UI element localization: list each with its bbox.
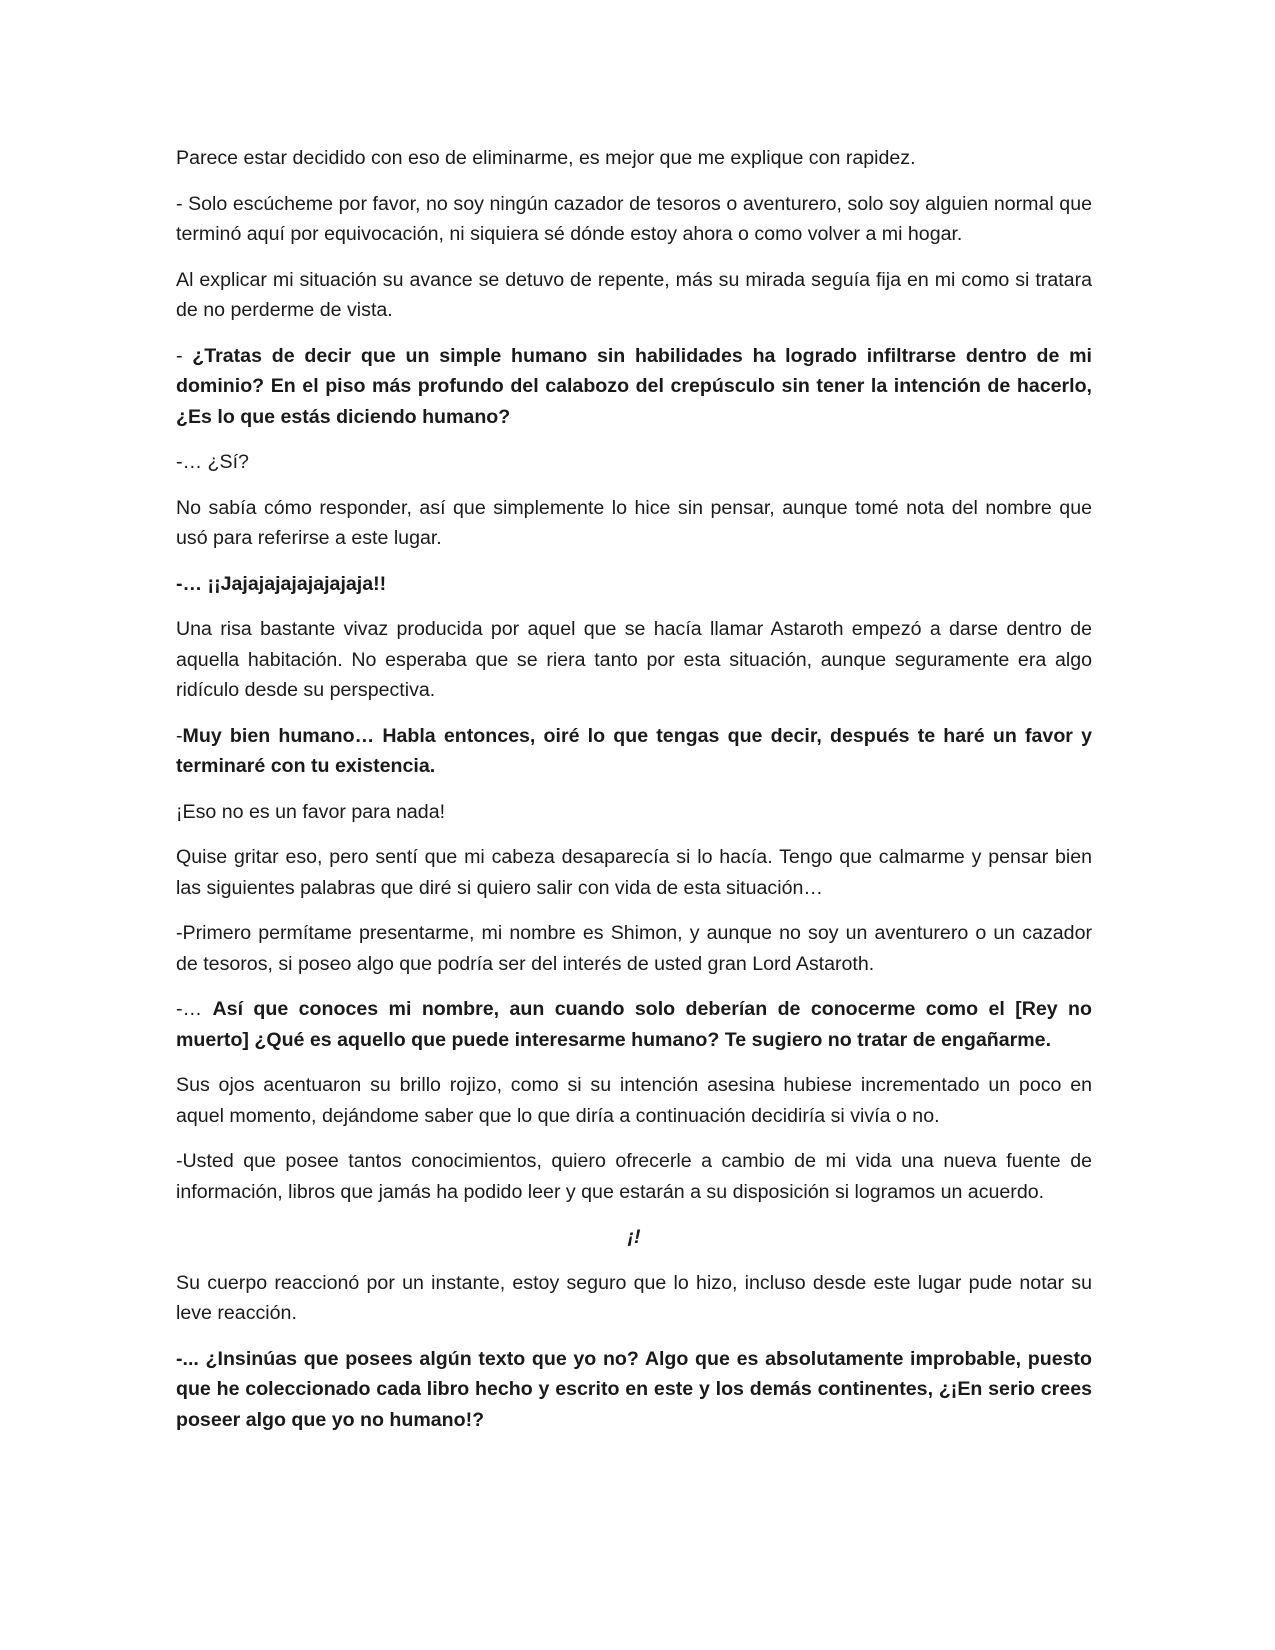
paragraph xyxy=(176,493,1092,554)
dialogue-prefix: - xyxy=(176,344,193,367)
dialogue-prefix: - xyxy=(176,724,183,747)
paragraph-text: Una risa bastante vivaz producida por aquel que se hacía llamar Astaroth empezó a darse dentro de aquella habitación. No esperaba que se riera tanto por esta situación, aunque seguramente era algo ridículo desde su perspectiva. xyxy=(176,618,1092,701)
paragraph xyxy=(176,447,1092,478)
paragraph xyxy=(176,1146,1092,1207)
paragraph xyxy=(176,1070,1092,1131)
dialogue-text: ¿Tratas de decir que un simple humano sin habilidades ha logrado infiltrarse dentro de mi dominio? En el piso más profundo del calabozo del crepúsculo sin tener la intención de hacerlo, ¿Es lo que estás diciendo humano? xyxy=(176,344,1092,428)
document-page xyxy=(176,143,1092,1450)
paragraph-text: Su cuerpo reaccionó por un instante, estoy seguro que lo hizo, incluso desde este lugar pude notar su leve reacción. xyxy=(176,1271,1092,1324)
paragraph-text: ¡Eso no es un favor para nada! xyxy=(176,800,446,823)
paragraph xyxy=(176,918,1092,979)
dialogue-paragraph xyxy=(176,341,1092,433)
paragraph-text: - Solo escúcheme por favor, no soy ningún cazador de tesoros o aventurero, solo soy alguien normal que terminó aquí por equivocación, ni siquiera sé dónde estoy ahora o como volver a mi hogar. xyxy=(176,192,1092,245)
paragraph xyxy=(176,143,1092,174)
paragraph xyxy=(176,265,1092,326)
dialogue-text: -… ¡¡Jajajajajajajajaja!! xyxy=(176,572,387,595)
dialogue-text: -... ¿Insinúas que posees algún texto que yo no? Algo que es absolutamente improbable, puesto que he coleccionado cada libro hecho y escrito en este y los demás continentes, ¿¡En serio crees poseer algo que yo no humano!? xyxy=(176,1347,1092,1431)
paragraph-text: -… ¿Sí? xyxy=(176,451,249,473)
paragraph xyxy=(176,614,1092,706)
exclamation-text: ¡! xyxy=(627,1226,641,1248)
paragraph-text: Al explicar mi situación su avance se detuvo de repente, más su mirada seguía fija en mi como si tratara de no perderme de vista. xyxy=(176,268,1092,321)
dialogue-text: Así que conoces mi nombre, aun cuando solo deberían de conocerme como el [Rey no muerto] ¿Qué es aquello que puede interesarme humano? Te sugiero no tratar de engañarme. xyxy=(176,998,1092,1051)
paragraph xyxy=(176,797,1092,828)
dialogue-paragraph xyxy=(176,569,1092,600)
paragraph xyxy=(176,189,1092,250)
paragraph-text: No sabía cómo responder, así que simplemente lo hice sin pensar, aunque tomé nota del nombre que usó para referirse a este lugar. xyxy=(176,496,1092,549)
paragraph-text: -Primero permítame presentarme, mi nombre es Shimon, y aunque no soy un aventurero o un cazador de tesoros, si poseo algo que podría ser del interés de usted gran Lord Astaroth. xyxy=(176,922,1092,975)
exclamation-break xyxy=(176,1222,1092,1253)
dialogue-prefix: -… xyxy=(176,998,213,1020)
paragraph xyxy=(176,842,1092,903)
paragraph-text: Sus ojos acentuaron su brillo rojizo, como si su intención asesina hubiese incrementado un poco en aquel momento, dejándome saber que lo que diría a continuación decidiría si vivía o no. xyxy=(176,1074,1092,1127)
paragraph-text: Parece estar decidido con eso de eliminarme, es mejor que me explique con rapidez. xyxy=(176,147,916,169)
dialogue-text: Muy bien humano… Habla entonces, oiré lo que tengas que decir, después te haré un favor y terminaré con tu existencia. xyxy=(176,724,1092,777)
paragraph-text: -Usted que posee tantos conocimientos, quiero ofrecerle a cambio de mi vida una nueva fuente de información, libros que jamás ha podido leer y que estarán a su disposición si logramos un acuerdo. xyxy=(176,1150,1092,1203)
paragraph xyxy=(176,1268,1092,1329)
paragraph-text: Quise gritar eso, pero sentí que mi cabeza desaparecía si lo hacía. Tengo que calmarme y pensar bien las siguientes palabras que diré si quiero salir con vida de esta situación… xyxy=(176,846,1092,899)
dialogue-paragraph xyxy=(176,1344,1092,1436)
dialogue-paragraph xyxy=(176,994,1092,1055)
dialogue-paragraph xyxy=(176,721,1092,782)
